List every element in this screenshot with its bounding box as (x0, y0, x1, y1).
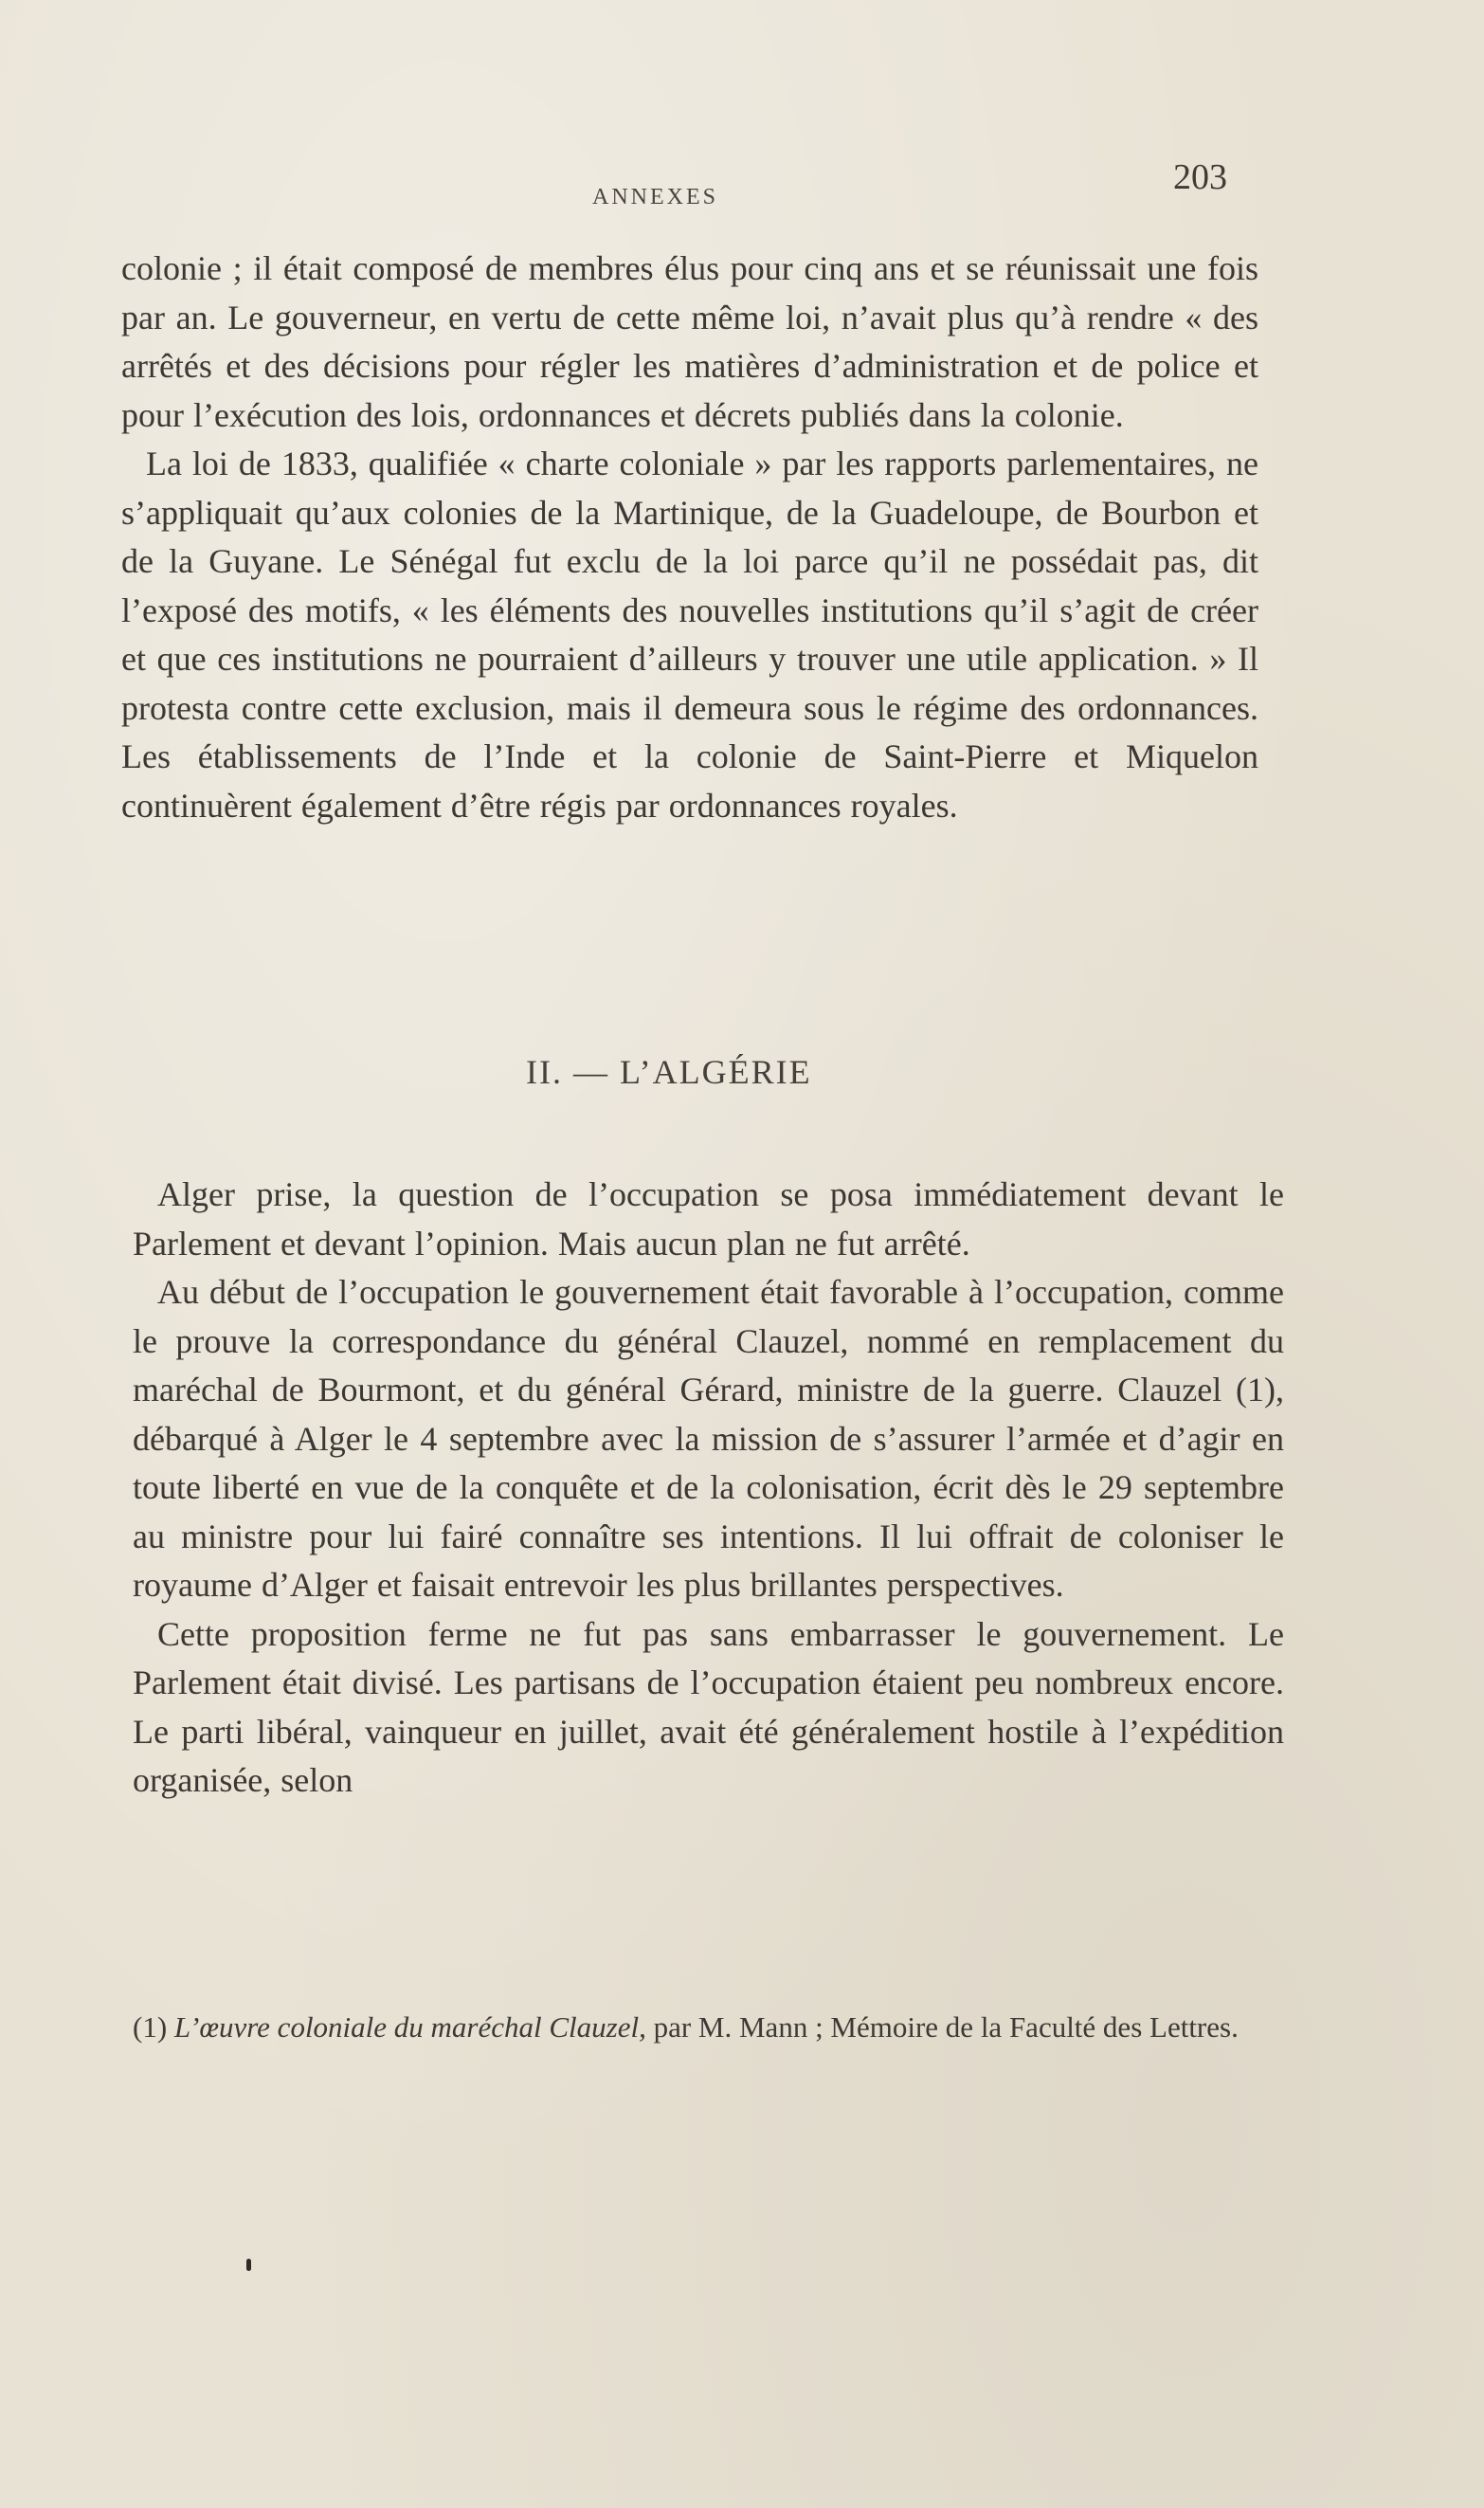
text-block-top (121, 245, 1258, 830)
text-block-bottom (133, 1171, 1284, 1806)
footnote (133, 2005, 1294, 2050)
paragraph: colonie ; il était composé de membres élus pour cinq ans et se réunissait une fois par an. Le gouverneur, en vertu de cette même loi, n’avait plus qu’à rendre « des arrêtés et des décisions pour régler les matières d’administration et de police et pour l’exécution des lois, ordonnances et décrets publiés dans la colonie. (121, 249, 1258, 434)
paragraph: Cette proposition ferme ne fut pas sans embarrasser le gouvernement. Le Parlement était divisé. Les partisans de l’occupation étaient peu nombreux encore. Le parti libéral, vainqueur en juillet, avait été généralement hostile à l’expédition organisée, selon (133, 1614, 1284, 1799)
running-head: ANNEXES (592, 185, 718, 209)
ink-speck (246, 2259, 251, 2271)
footnote-text: par M. Mann ; Mémoire de la Faculté des Lettres. (645, 2010, 1239, 2044)
paragraph: Au début de l’occupation le gouvernement était favorable à l’occupation, comme le prouve la correspondance du général Clauzel, nommé en remplacement du maréchal de Bourmont, et du général Gérard, ministre de la guerre. Clauzel (1), débarqué à Alger le 4 septembre avec la mission de s’assurer l’armée et d’agir en toute liberté en vue de la conquête et de la colonisation, écrit dès le 29 septembre au ministre pour lui fairé connaître ses intentions. Il lui offrait de coloniser le royaume d’Alger et faisait entrevoir les plus brillantes perspectives. (133, 1273, 1284, 1604)
footnote-marker: (1) (133, 2010, 168, 2044)
paragraph: Alger prise, la question de l’occupation se posa immédiatement devant le Parlement et devant l’opinion. Mais aucun plan ne fut arrêté. (133, 1175, 1284, 1263)
section-heading: II. — L’ALGÉRIE (526, 1053, 812, 1091)
footnote-title: L’œuvre coloniale du maréchal Clauzel, (173, 2010, 646, 2044)
paragraph: La loi de 1833, qualifiée « charte coloniale » par les rapports parlementaires, ne s’appliquait qu’aux colonies de la Martinique, de la Guadeloupe, de Bourbon et de la Guyane. Le Sénégal fut exclu de la loi parce qu’il ne possédait pas, dit l’exposé des motifs, « les éléments des nouvelles institutions qu’il s’agit de créer et que ces institutions ne pourraient d’ailleurs y trouver une utile application. » Il protesta contre cette exclusion, mais il demeura sous le régime des ordonnances. Les établissements de l’Inde et la colonie de Saint-Pierre et Miquelon continuèrent également d’être régis par ordonnances royales. (121, 445, 1258, 825)
page-number: 203 (1173, 157, 1227, 197)
